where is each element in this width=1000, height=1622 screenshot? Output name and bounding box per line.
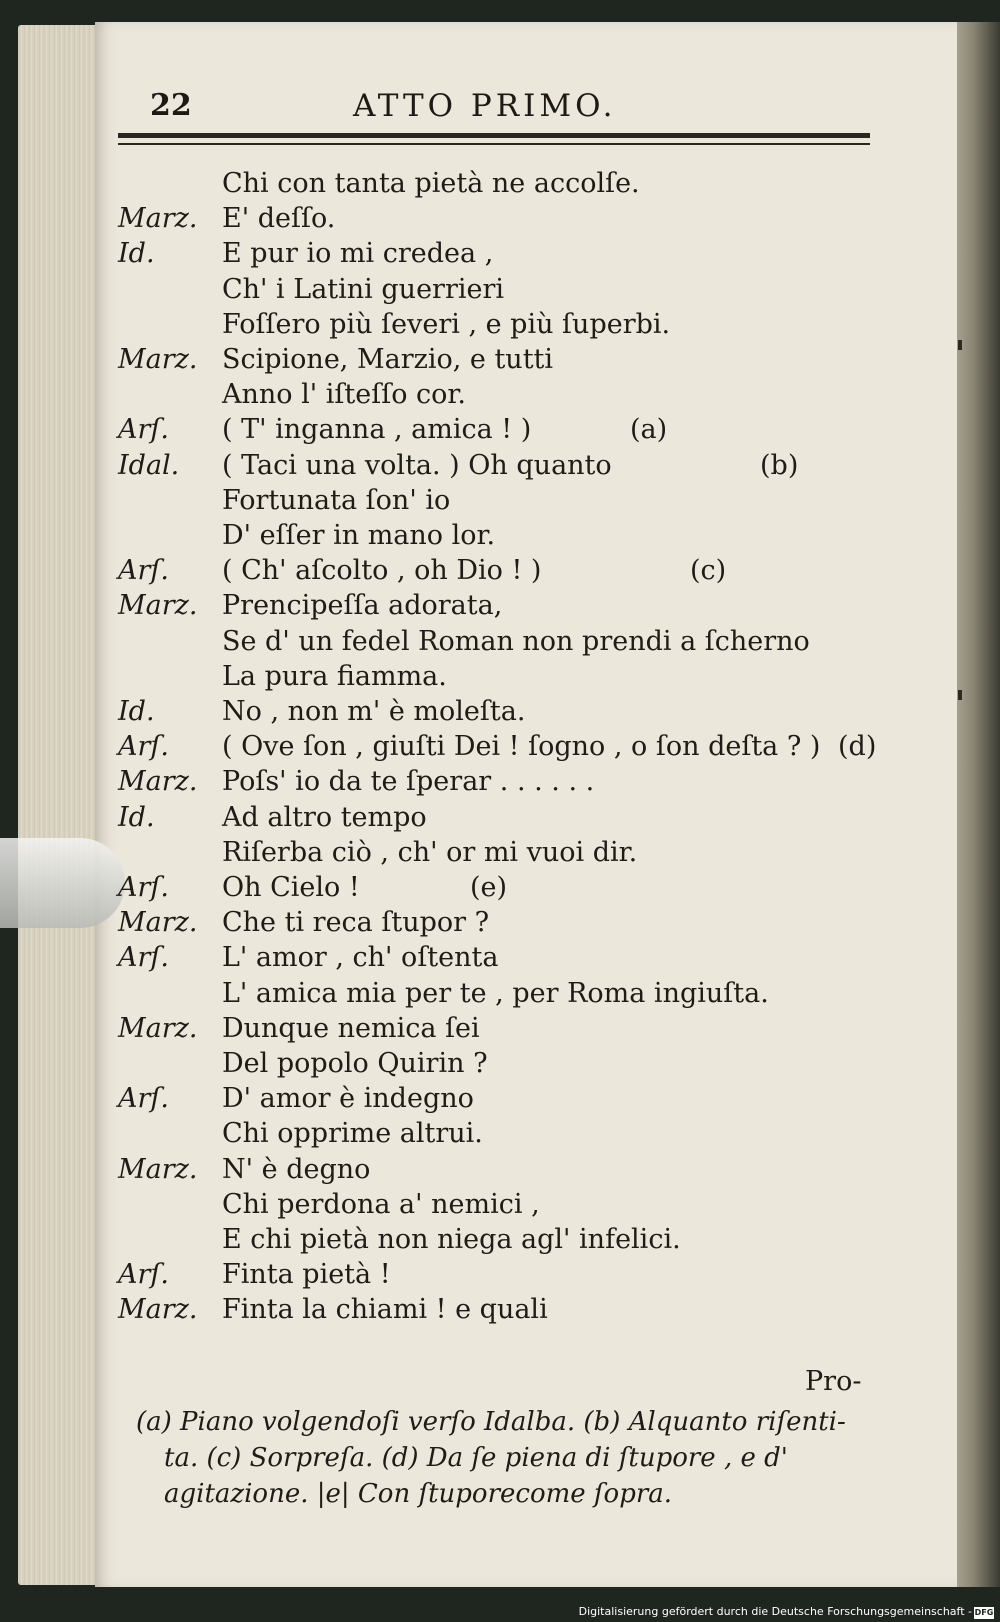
verse-line <box>0 203 1000 239</box>
verse-text: D' eſſer in mano lor. <box>222 520 496 551</box>
verse-line <box>0 872 1000 908</box>
footnote-marker: (b) <box>760 450 799 481</box>
verse-line <box>0 766 1000 802</box>
verse-line <box>0 907 1000 943</box>
verse-text: Finta la chiami ! e quali <box>222 1294 548 1325</box>
speaker-name: Marz. <box>118 1013 198 1044</box>
verse-text: E' deſſo. <box>222 203 336 234</box>
verse-text: D' amor è indegno <box>222 1083 474 1114</box>
verse-text: ( Ove ſon , giuſti Dei ! ſogno , o ſon deſta ? ) <box>222 731 821 762</box>
verse-text: Dunque nemica ſei <box>222 1013 480 1044</box>
speaker-name: Idal. <box>118 450 180 481</box>
speaker-name: Arſ. <box>118 414 169 445</box>
verse-line <box>0 978 1000 1014</box>
verse-line <box>0 1294 1000 1330</box>
verse-text: L' amor , ch' oſtenta <box>222 942 499 973</box>
verse-text: Foſſero più ſeveri , e più ſuperbi. <box>222 309 671 340</box>
verse-text: N' è degno <box>222 1154 371 1185</box>
verse-text: Fortunata ſon' io <box>222 485 451 516</box>
verse-line <box>0 802 1000 838</box>
speaker-name: Arſ. <box>118 942 169 973</box>
speaker-name: Marz. <box>118 766 198 797</box>
verse-line <box>0 309 1000 345</box>
verse-text: E pur io mi credea , <box>222 238 494 269</box>
speaker-name: Id. <box>118 696 155 727</box>
footnote-marker: (a) <box>630 414 668 445</box>
verse-line <box>0 485 1000 521</box>
verse-line <box>0 661 1000 697</box>
verse-text: La pura fiamma. <box>222 661 447 692</box>
speaker-name: Arſ. <box>118 872 169 903</box>
verse-line <box>0 274 1000 310</box>
page-number: 22 <box>150 88 192 123</box>
speaker-name: Arſ. <box>118 555 169 586</box>
speaker-name: Arſ. <box>118 731 169 762</box>
verse-line <box>0 379 1000 415</box>
speaker-name: Marz. <box>118 590 198 621</box>
verse-line <box>0 520 1000 556</box>
verse-line <box>0 168 1000 204</box>
verse-text: Oh Cielo ! <box>222 872 360 903</box>
verse-line <box>0 1224 1000 1260</box>
catchword: Pro- <box>805 1366 862 1397</box>
footnote-marker: (d) <box>838 731 877 762</box>
verse-text: Chi opprime altrui. <box>222 1118 483 1149</box>
verse-text: Che ti reca ſtupor ? <box>222 907 490 938</box>
verse-text: ( Taci una volta. ) Oh quanto <box>222 450 612 481</box>
verse-text: Scipione, Marzio, e tutti <box>222 344 554 375</box>
verse-text: Ad altro tempo <box>222 802 427 833</box>
running-head: ATTO PRIMO. <box>353 88 617 124</box>
verse-line <box>0 1189 1000 1225</box>
speaker-name: Marz. <box>118 907 198 938</box>
verse-line <box>0 1013 1000 1049</box>
verse-line <box>0 344 1000 380</box>
footnote-line: agitazione. |e| Con ſtuporecome ſopra. <box>164 1479 673 1509</box>
verse-text: Chi perdona a' nemici , <box>222 1189 540 1220</box>
verse-line <box>0 696 1000 732</box>
verse-line <box>0 731 1000 767</box>
verse-text: Se d' un fedel Roman non prendi a ſcherno <box>222 626 810 657</box>
footnote-line: (a) Piano volgendoſi verſo Idalba. (b) Alquanto riſenti- <box>136 1407 846 1437</box>
header-rule <box>118 133 870 145</box>
verse-text: L' amica mia per te , per Roma ingiuſta. <box>222 978 769 1009</box>
verse-text: Ch' i Latini guerrieri <box>222 274 505 305</box>
verse-line <box>0 1118 1000 1154</box>
footnote-marker: (c) <box>690 555 727 586</box>
footnote-marker: (e) <box>470 872 508 903</box>
dfg-logo: DFG <box>974 1608 994 1617</box>
verse-line <box>0 942 1000 978</box>
speaker-name: Marz. <box>118 1294 198 1325</box>
speaker-name: Marz. <box>118 1154 198 1185</box>
verse-line <box>0 414 1000 450</box>
verse-text: ( Ch' aſcolto , oh Dio ! ) <box>222 555 542 586</box>
verse-text: ( T' inganna , amica ! ) <box>222 414 532 445</box>
verse-line <box>0 1154 1000 1190</box>
speaker-name: Id. <box>118 802 155 833</box>
verse-line <box>0 626 1000 662</box>
verse-line <box>0 590 1000 626</box>
speaker-name: Marz. <box>118 344 198 375</box>
speaker-name: Id. <box>118 238 155 269</box>
speaker-name: Arſ. <box>118 1083 169 1114</box>
footnote-line: ta. (c) Sorpreſa. (d) Da ſe piena di ſtupore , e d' <box>164 1443 788 1473</box>
verse-text: Del popolo Quirin ? <box>222 1048 488 1079</box>
verse-line <box>0 555 1000 591</box>
verse-text: Finta pietà ! <box>222 1259 391 1290</box>
verse-text: Anno l' iſteſſo cor. <box>222 379 466 410</box>
verse-text: Riſerba ciò , ch' or mi vuoi dir. <box>222 837 638 868</box>
verse-text: E chi pietà non niega agl' infelici. <box>222 1224 681 1255</box>
verse-line <box>0 1048 1000 1084</box>
speaker-name: Arſ. <box>118 1259 169 1290</box>
digitization-credit: Digitalisierung gefördert durch die Deutsche Forschungsgemeinschaft - <box>578 1605 972 1618</box>
page-header <box>150 88 870 128</box>
verse-line <box>0 450 1000 486</box>
verse-line <box>0 238 1000 274</box>
verse-line <box>0 1083 1000 1119</box>
verse-text: Prencipeſſa adorata, <box>222 590 503 621</box>
verse-line <box>0 1259 1000 1295</box>
verse-text: Chi con tanta pietà ne accolſe. <box>222 168 640 199</box>
verse-line <box>0 837 1000 873</box>
verse-text: Poſs' io da te ſperar . . . . . . <box>222 766 595 797</box>
speaker-name: Marz. <box>118 203 198 234</box>
verse-text: No , non m' è moleſta. <box>222 696 526 727</box>
